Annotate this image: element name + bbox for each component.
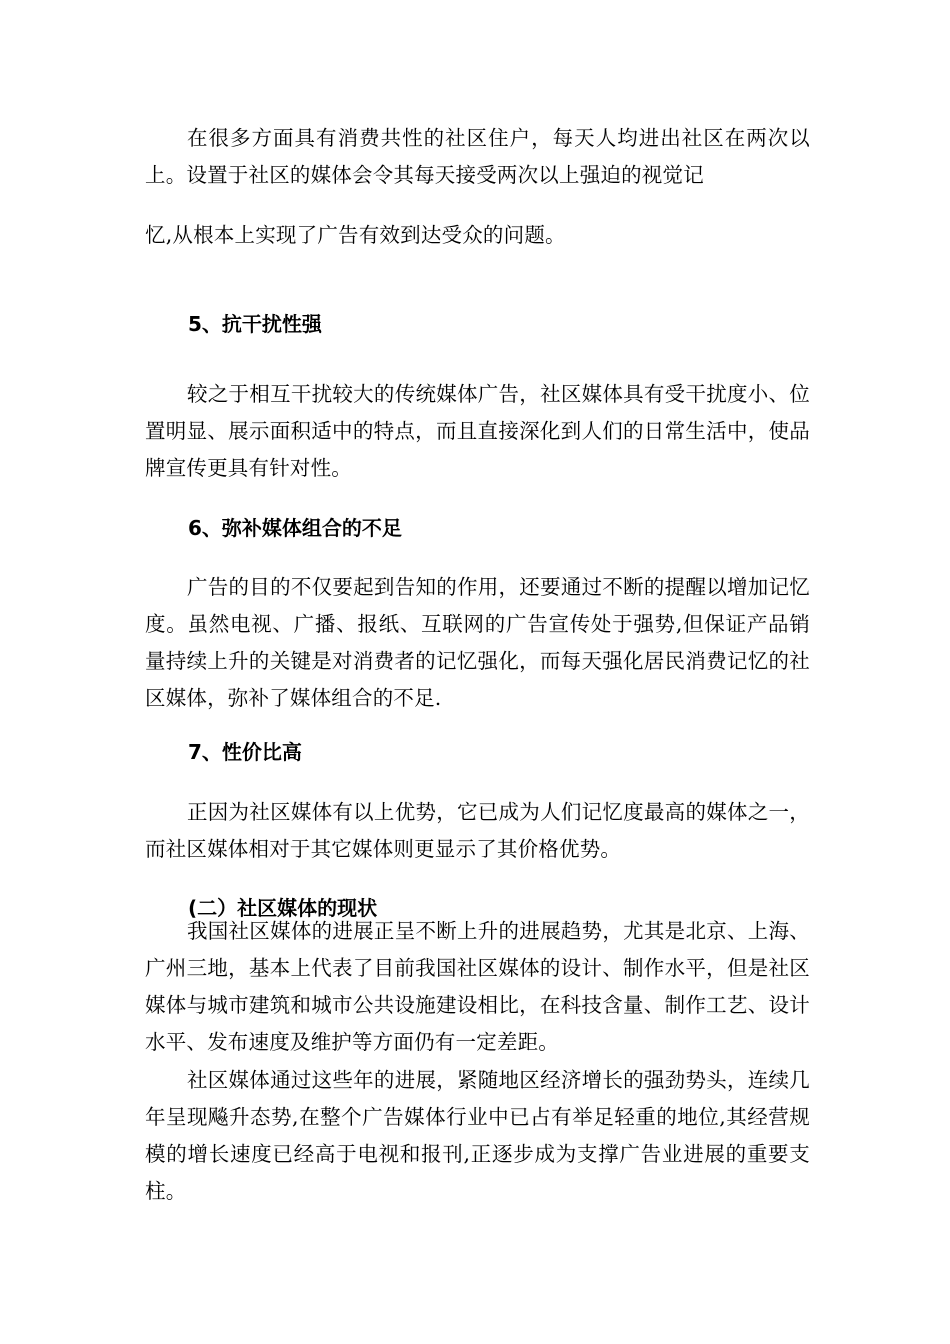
paragraph-current-status: 我国社区媒体的进展正呈不断上升的进展趋势，尤其是北京、上海、广州三地，基本上代表了目前我国社区媒体的设计、制作水平，但是社区媒体与城市建筑和城市公共设施建设相比，在科技含量、制作工艺、设计水平、发布速度及维护等方面仍有一定差距。 [145,919,810,1054]
paragraph-media-mix: 广告的目的不仅要起到告知的作用，还要通过不断的提醒以增加记忆度。虽然电视、广播、报纸、互联网的广告宣传处于强势,但保证产品销量持续上升的关键是对消费者的记忆强化，而每天强化居民消费记忆的社区媒体，弥补了媒体组合的不足. [145,575,810,710]
heading-cost-performance: 7、性价比高 [188,740,302,764]
paragraph-consumer-commonality: 在很多方面具有消费共性的社区住户，每天人均进出社区在两次以上。设置于社区的媒体会令其每天接受两次以上强迫的视觉记 [145,126,810,187]
paragraph-growth: 社区媒体通过这些年的进展，紧随地区经济增长的强劲势头，连续几年呈现飚升态势,在整个广告媒体行业中已占有举足轻重的地位,其经营规模的增长速度已经高于电视和报刊,正逐步成为支撑广告业进展的重要支柱。 [145,1068,810,1203]
paragraph-cost-performance: 正因为社区媒体有以上优势，它已成为人们记忆度最高的媒体之一，而社区媒体相对于其它媒体则更显示了其价格优势。 [145,800,810,861]
paragraph-consumer-commonality-continued: 忆,从根本上实现了广告有效到达受众的问题。 [145,223,566,247]
paragraph-anti-interference: 较之于相互干扰较大的传统媒体广告，社区媒体具有受干扰度小、位置明显、展示面积适中的特点，而且直接深化到人们的日常生活中，使品牌宣传更具有针对性。 [145,382,810,480]
heading-media-mix: 6、弥补媒体组合的不足 [188,516,402,540]
heading-anti-interference: 5、抗干扰性强 [188,312,322,336]
heading-current-status: (二）社区媒体的现状 [188,896,378,920]
